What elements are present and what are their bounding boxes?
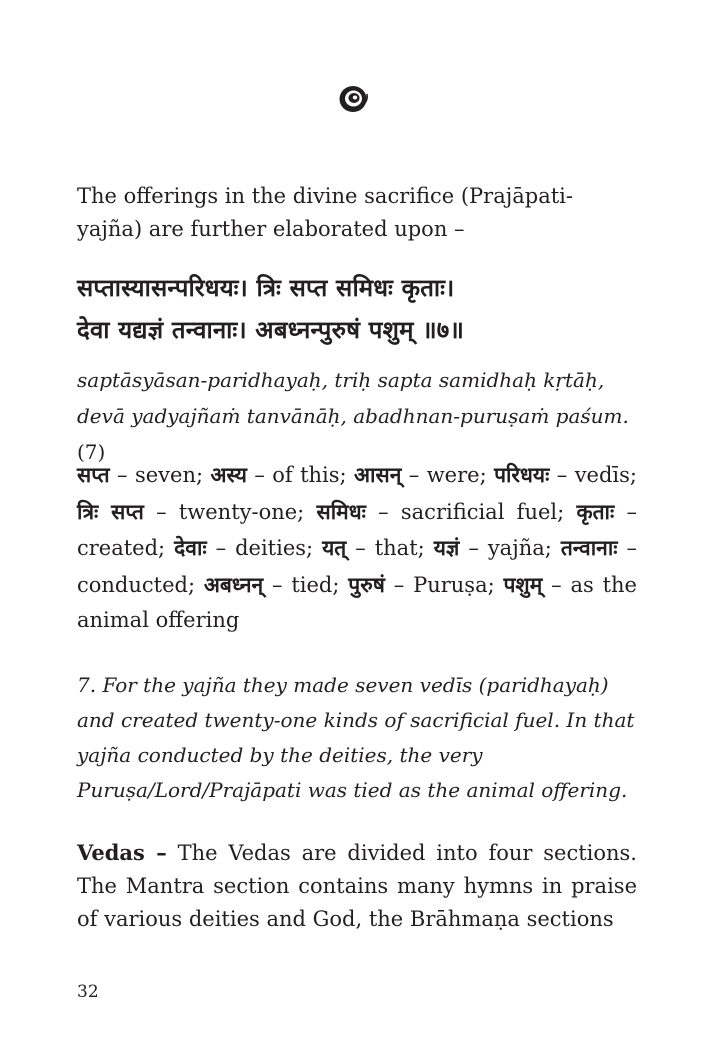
- vedas-heading: Vedas –: [77, 840, 167, 865]
- gloss-meaning: – Puruṣa;: [384, 572, 504, 597]
- gloss-meaning: – were;: [401, 463, 495, 487]
- gloss-meaning: – vedīs;: [549, 463, 637, 487]
- gloss-meaning: – of this;: [246, 463, 355, 487]
- gloss-meaning: – tied;: [263, 572, 349, 597]
- gloss-term: तन्वानाः: [560, 535, 618, 560]
- gloss-term: समिधः: [316, 498, 366, 524]
- page-number: 32: [77, 982, 99, 1002]
- sanskrit-line-2: देवा यद्यज्ञं तन्वानाः। अबध्नन्पुरुषं पशुम् ॥७॥: [77, 315, 465, 344]
- vedas-paragraph: [77, 836, 637, 936]
- gloss-meaning: – sacrificial fuel;: [365, 499, 577, 524]
- transliteration-line-2: devā yadyajñaṁ tanvānāḥ, abadhnan-puruṣaṁ paśum.: [77, 404, 629, 428]
- transliteration: [77, 362, 637, 470]
- gloss-term: त्रिः सप्त: [77, 498, 144, 524]
- gloss-meaning: – deities;: [206, 536, 323, 560]
- gloss-term: अबध्नन्: [203, 571, 264, 597]
- gloss-term: परिधयः: [494, 462, 550, 487]
- swirl-ornament-icon: [338, 84, 370, 114]
- gloss-term: आसन्: [354, 462, 402, 487]
- intro-paragraph: The offerings in the divine sacrifice (Prajāpati-yajña) are further elaborated upon –: [77, 184, 573, 241]
- gloss-meaning: – conducted;: [77, 536, 637, 597]
- gloss-term: पुरुषं: [348, 571, 385, 597]
- vedas-text: The Vedas are divided into four sections. The Mantra section contains many hymns in praise of various deities and God, the Brāhmaṇa sections: [77, 841, 637, 931]
- gloss-meaning: – seven;: [109, 463, 211, 487]
- sanskrit-line-1: सप्तास्यासन्परिधयः। त्रिः सप्त समिधः कृताः।: [77, 273, 455, 302]
- gloss-meaning: – created;: [77, 499, 637, 560]
- verse-number: (7): [77, 440, 106, 464]
- transliteration-line-1: saptāsyāsan-paridhayaḥ, triḥ sapta samidhaḥ kṛtāḥ,: [77, 368, 605, 392]
- gloss-meaning: – as the animal offering: [77, 572, 637, 632]
- gloss-meaning: – that;: [346, 536, 434, 560]
- gloss-term: सप्त: [77, 462, 110, 487]
- gloss-term: पशुम्: [503, 571, 543, 597]
- verse-translation: 7. For the yajña they made seven vedīs (paridhayaḥ) and created twenty-one kinds of sacrificial fuel. In that yajña conducted by the deities, the very Puruṣa/Lord/Prajāpati was tied as the animal offering.: [77, 673, 635, 802]
- gloss-term: यत्: [322, 535, 347, 560]
- gloss-term: अस्य: [210, 462, 247, 487]
- word-gloss: [77, 457, 637, 639]
- sanskrit-verse: [77, 267, 637, 351]
- gloss-term: कृताः: [576, 498, 615, 524]
- gloss-meaning: – twenty-one;: [143, 499, 317, 524]
- gloss-meaning: – yajña;: [459, 536, 561, 560]
- gloss-term: यज्ञं: [433, 535, 460, 560]
- gloss-term: देवाः: [174, 535, 207, 560]
